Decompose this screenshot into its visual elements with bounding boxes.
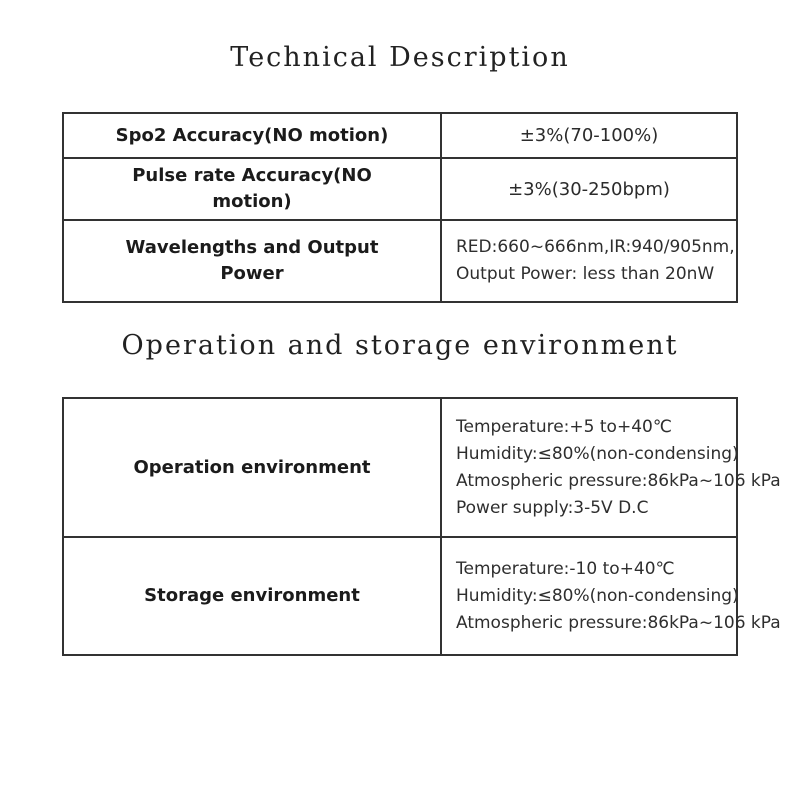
spec-value-cell: ±3%(30-250bpm) (441, 158, 737, 220)
table-row (63, 113, 737, 158)
section-title-technical-description: Technical Description (230, 42, 570, 73)
spec-value-cell (441, 537, 781, 655)
section-title-operation-storage-environment: Operation and storage environment (121, 330, 679, 361)
spec-value-line: RED:660~666nm,IR:940/905nm, (456, 237, 735, 257)
spec-value-line: Temperature:-10 to+40℃ (456, 558, 675, 579)
spec-label-cell: Pulse rate Accuracy(NO motion) (63, 158, 441, 220)
spec-label-cell: Storage environment (63, 537, 441, 655)
spec-value-line: Temperature:+5 to+40℃ (456, 416, 672, 437)
spec-label-cell: Wavelengths and Output Power (63, 220, 441, 302)
spec-label-cell: Operation environment (63, 398, 441, 537)
table-row (63, 220, 737, 302)
spec-value-cell: ±3%(70-100%) (441, 113, 737, 158)
spec-value-line: Atmospheric pressure:86kPa~106 kPa (456, 470, 781, 491)
table-row (63, 398, 737, 537)
spec-value-line: Output Power: less than 20nW (456, 264, 715, 284)
spec-value-cell (441, 220, 737, 302)
spec-label-cell: Spo2 Accuracy(NO motion) (63, 113, 441, 158)
spec-value-line: Atmospheric pressure:86kPa~106 kPa (456, 612, 781, 633)
spec-value-line: Humidity:≤80%(non-condensing) (456, 585, 739, 606)
technical-description-table (62, 112, 738, 303)
spec-value-line: Humidity:≤80%(non-condensing) (456, 443, 739, 464)
spec-value-line: Power supply:3-5V D.C (456, 497, 649, 518)
table-row (63, 158, 737, 220)
operation-storage-environment-table (62, 397, 781, 656)
table-row (63, 537, 737, 655)
spec-value-cell (441, 398, 781, 537)
